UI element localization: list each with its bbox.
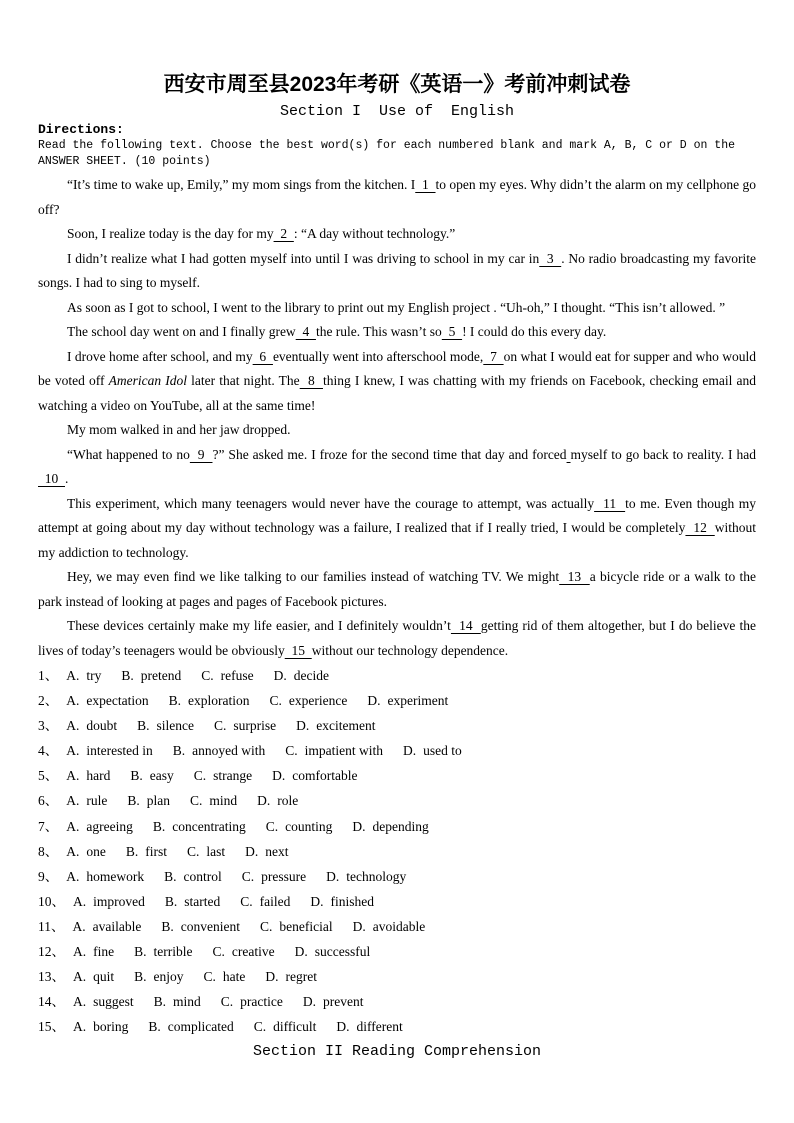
option-letter: D. [272, 768, 286, 784]
question-row [38, 788, 756, 813]
passage-paragraph [38, 443, 756, 492]
option-letter: D. [352, 918, 366, 934]
question-number: 11、 [38, 918, 65, 934]
passage-text: Soon, I realize today is the day for my [67, 226, 274, 241]
option-text: expectation [86, 693, 149, 709]
option-letter: C. [259, 918, 273, 934]
question-row [38, 738, 756, 763]
answer-option [187, 844, 225, 859]
passage-paragraph [38, 614, 756, 663]
answer-option [127, 793, 170, 808]
answer-option [260, 919, 333, 934]
option-text: used to [423, 743, 462, 759]
answer-option [221, 994, 283, 1009]
passage-text: Hey, we may even find we like talking to our families instead of watching TV. We might [67, 569, 560, 584]
option-letter: D. [245, 843, 259, 859]
option-text: interested in [86, 743, 153, 759]
option-text: exploration [188, 693, 250, 709]
answer-option [352, 819, 428, 834]
option-letter: A. [73, 994, 87, 1010]
option-letter: D. [302, 994, 317, 1010]
answer-option [274, 668, 329, 683]
option-text: excitement [316, 718, 376, 734]
passage-text: without my addiction to technology. [38, 520, 756, 560]
answer-option [194, 768, 252, 783]
question-number: 12、 [38, 944, 65, 960]
option-letter: B. [148, 1019, 161, 1035]
option-letter: D. [294, 944, 308, 960]
passage-text: ! I could do this every day. [462, 324, 607, 339]
passage-text: I didn’t realize what I had gotten myself into until I was driving to school in my car in [67, 250, 540, 266]
option-text: prevent [323, 994, 364, 1010]
answer-option [73, 994, 134, 1009]
answer-option [295, 944, 371, 959]
passage-paragraph [38, 247, 756, 296]
answer-option [73, 1019, 128, 1034]
option-letter: A. [66, 818, 80, 834]
option-text: avoidable [372, 918, 426, 934]
answer-option [66, 693, 148, 708]
option-letter: A. [73, 969, 87, 985]
cloze-blank-10: 10 [38, 471, 65, 486]
passage-text: later that night. The [187, 373, 300, 388]
passage-paragraph [38, 418, 756, 443]
question-number: 5、 [38, 768, 59, 784]
question-number: 14、 [38, 994, 65, 1010]
answer-option [257, 793, 298, 808]
cloze-blank-8: 8 [299, 373, 323, 388]
passage-text: My mom walked in and her jaw dropped. [67, 422, 291, 437]
option-letter: B. [121, 668, 134, 683]
option-letter: A. [66, 668, 80, 683]
option-letter: D. [403, 743, 417, 759]
option-text: control [183, 868, 222, 884]
option-text: failed [259, 893, 291, 909]
option-text: surprise [233, 718, 277, 734]
answer-option [254, 1019, 317, 1034]
answer-option [137, 718, 194, 733]
option-letter: B. [168, 693, 181, 709]
passage-paragraph [38, 320, 756, 345]
option-text: easy [149, 768, 174, 784]
option-text: role [277, 793, 299, 809]
answer-option [336, 1019, 402, 1034]
option-text: mind [209, 793, 238, 809]
option-letter: D. [257, 793, 271, 809]
question-row [38, 939, 756, 964]
cloze-blank-4: 4 [295, 324, 316, 339]
cloze-blank-11: 11 [594, 495, 626, 511]
option-text: try [86, 668, 102, 683]
passage-text: getting rid of them altogether, but I do believe the lives of today’s teenagers would be obviously [38, 618, 756, 658]
cloze-blank-9: 9 [189, 446, 213, 462]
passage-text: without our technology dependence. [311, 642, 509, 658]
option-letter: B. [137, 718, 150, 734]
option-letter: B. [152, 818, 166, 834]
answer-option [121, 668, 181, 683]
option-letter: C. [214, 718, 227, 734]
passage-text: a bicycle ride or a walk to the park instead of looking at pages and pages of Facebook pictures. [38, 569, 756, 609]
answer-option [296, 718, 375, 733]
option-letter: B. [127, 793, 140, 809]
option-letter: C. [187, 843, 200, 859]
question-number: 4、 [38, 743, 59, 759]
option-text: boring [93, 1019, 129, 1035]
passage-paragraph [38, 222, 756, 247]
option-letter: C. [190, 793, 203, 809]
option-text: pressure [261, 868, 307, 884]
option-letter: D. [326, 868, 340, 884]
answer-option [367, 693, 448, 708]
option-letter: C. [220, 994, 234, 1010]
option-letter: C. [201, 668, 214, 683]
directions-text: Read the following text. Choose the best word(s) for each numbered blank and mark A, B, C or D on the ANSWER SHEET. (10 points) [38, 139, 736, 168]
option-text: technology [346, 868, 407, 884]
option-letter: A. [66, 768, 80, 784]
answer-option [269, 693, 347, 708]
answer-option [173, 743, 266, 758]
passage-paragraph [38, 345, 756, 419]
option-letter: A. [66, 718, 80, 734]
answer-option [73, 919, 142, 934]
answer-option [66, 819, 133, 834]
question-row [38, 1014, 756, 1039]
cloze-blank-14: 14 [450, 618, 481, 633]
passage-text: The school day went on and I finally grew [67, 324, 296, 339]
option-text: complicated [167, 1019, 234, 1035]
answer-option [403, 743, 462, 758]
option-letter: B. [134, 944, 147, 960]
option-text: next [265, 843, 289, 859]
passage-text: . [65, 471, 69, 486]
option-text: plan [146, 793, 171, 809]
option-letter: B. [172, 743, 186, 759]
option-letter: D. [296, 718, 310, 734]
option-text: pretend [140, 668, 182, 683]
option-letter: B. [164, 868, 177, 884]
question-row [38, 763, 756, 788]
cloze-blank-1: 1 [415, 177, 436, 192]
option-letter: C. [253, 1019, 267, 1035]
section1-heading: Section I Use of English [279, 103, 515, 120]
answer-option [213, 944, 275, 959]
question-number: 7、 [38, 818, 59, 834]
option-letter: A. [66, 793, 80, 809]
answer-option [73, 894, 145, 909]
question-number: 9、 [38, 868, 59, 884]
option-letter: B. [164, 893, 178, 909]
answer-option [153, 819, 246, 834]
option-text: concentrating [172, 818, 246, 834]
section2-heading: Section II Reading Comprehension [252, 1043, 542, 1061]
question-row [38, 663, 756, 688]
option-text: suggest [93, 994, 134, 1010]
option-text: hard [86, 768, 111, 784]
option-letter: C. [193, 768, 207, 784]
option-text: practice [240, 994, 283, 1010]
answer-option [164, 869, 222, 884]
option-text: terrible [153, 944, 193, 960]
option-text: different [356, 1019, 403, 1035]
answer-option [242, 869, 306, 884]
option-text: finished [330, 893, 375, 909]
answer-option [214, 718, 276, 733]
answer-option [66, 718, 117, 733]
answer-option [148, 1019, 233, 1034]
option-letter: C. [240, 893, 253, 909]
cloze-blank-13: 13 [559, 569, 590, 584]
option-text: comfortable [292, 768, 358, 784]
answer-option [310, 894, 374, 909]
answer-option [353, 919, 426, 934]
option-text: available [92, 918, 142, 934]
option-letter: B. [130, 768, 143, 784]
answer-option [204, 969, 246, 984]
option-text: convenient [180, 918, 240, 934]
option-letter: C. [212, 944, 225, 960]
option-letter: D. [352, 818, 366, 834]
option-letter: D. [367, 693, 381, 709]
option-text: depending [372, 818, 429, 834]
answer-option [154, 994, 201, 1009]
option-text: strange [213, 768, 253, 784]
option-letter: C. [269, 693, 282, 709]
option-letter: A. [73, 893, 87, 909]
passage-text: myself to go back to reality. I had [570, 446, 757, 462]
option-letter: C. [265, 818, 279, 834]
passage-text: to open my eyes. Why didn’t the alarm on my cellphone go off? [38, 177, 757, 217]
cloze-blank-6: 6 [252, 348, 273, 364]
italic-text: American Idol [108, 373, 188, 388]
option-letter: D. [336, 1019, 350, 1035]
question-row [38, 814, 756, 839]
passage-text: As soon as I got to school, I went to the library to print out my English project . “Uh-oh,” I thought. “This isn’t allowed. ” [67, 299, 726, 315]
question-number: 15、 [38, 1019, 65, 1035]
question-number: 1、 [38, 668, 59, 683]
passage-text: : “A day without technology.” [293, 226, 456, 241]
answer-option [266, 819, 333, 834]
answer-option [66, 869, 144, 884]
cloze-blank-7: 7 [483, 348, 504, 364]
option-text: mind [173, 994, 201, 1010]
answer-option [285, 743, 383, 758]
passage-text: These devices certainly make my life easier, and I definitely wouldn’t [67, 618, 451, 633]
passage-text: This experiment, which many teenagers would never have the courage to attempt, was actually [67, 495, 595, 511]
answer-option [134, 969, 183, 984]
answer-option [326, 869, 406, 884]
answer-option [134, 944, 192, 959]
option-text: counting [285, 818, 333, 834]
cloze-blank-2: 2 [273, 226, 294, 241]
question-number: 8、 [38, 843, 59, 859]
answer-option [66, 668, 101, 683]
question-row [38, 889, 756, 914]
answer-option [66, 768, 110, 783]
option-letter: A. [66, 843, 80, 859]
option-text: difficult [273, 1019, 317, 1035]
option-text: successful [314, 944, 371, 960]
passage-text: eventually went into afterschool mode, [272, 348, 484, 364]
option-letter: D. [265, 969, 279, 985]
passage-paragraph [38, 492, 756, 566]
answer-option [265, 969, 317, 984]
option-letter: B. [134, 969, 147, 985]
option-text: homework [86, 868, 145, 884]
cloze-blank-12: 12 [685, 520, 715, 535]
option-letter: C. [203, 969, 216, 985]
option-letter: B. [125, 843, 139, 859]
answer-option [169, 693, 250, 708]
page-title: 西安市周至县2023年考研《英语一》考前冲刺试卷 [163, 73, 631, 96]
cloze-passage [38, 173, 756, 663]
passage-text: . No radio broadcasting my favorite songs. I had to sing to myself. [38, 250, 756, 290]
answer-option [190, 793, 237, 808]
answer-option [240, 894, 290, 909]
option-text: doubt [86, 718, 118, 734]
option-letter: A. [73, 1019, 87, 1035]
question-row [38, 864, 756, 889]
option-text: silence [156, 718, 195, 734]
answer-option [165, 894, 220, 909]
option-letter: A. [66, 743, 80, 759]
answer-option [66, 743, 152, 758]
answer-option [66, 844, 106, 859]
answer-option [73, 944, 114, 959]
option-letter: A. [66, 693, 80, 709]
option-letter: D. [273, 668, 287, 683]
passage-text: thing I knew, I was chatting with my friends on Facebook, checking email and watching a video on YouTube, all at the same time! [38, 373, 757, 413]
option-text: regret [285, 969, 318, 985]
passage-text: “What happened to no [67, 446, 190, 462]
option-text: impatient with [304, 743, 384, 759]
option-letter: C. [285, 743, 298, 759]
question-row [38, 713, 756, 738]
question-row [38, 964, 756, 989]
question-number: 2、 [38, 693, 59, 709]
question-number: 13、 [38, 969, 65, 985]
option-letter: A. [72, 918, 86, 934]
option-text: creative [231, 944, 275, 960]
option-letter: A. [66, 868, 80, 884]
answer-option [126, 844, 167, 859]
option-letter: A. [73, 944, 87, 960]
question-number: 10、 [38, 893, 65, 909]
answer-option [130, 768, 173, 783]
passage-text: the rule. This wasn’t so [315, 324, 442, 339]
question-row [38, 839, 756, 864]
option-letter: B. [161, 918, 174, 934]
option-text: improved [93, 893, 145, 909]
passage-paragraph [38, 565, 756, 614]
option-text: experiment [387, 693, 449, 709]
cloze-blank-3: 3 [539, 250, 562, 266]
passage-text: “It’s time to wake up, Emily,” my mom sings from the kitchen. I [67, 177, 416, 192]
answer-option [272, 768, 357, 783]
option-text: last [206, 843, 226, 859]
passage-paragraph [38, 173, 756, 222]
question-number: 6、 [38, 793, 59, 809]
answer-option [245, 844, 288, 859]
option-letter: B. [153, 994, 167, 1010]
option-text: first [145, 843, 168, 859]
question-row [38, 688, 756, 713]
question-row [38, 989, 756, 1014]
passage-paragraph [38, 296, 756, 321]
answer-option [201, 668, 253, 683]
option-text: rule [86, 793, 108, 809]
option-text: fine [93, 944, 115, 960]
passage-text: on what I would eat for supper and who would be voted off [38, 348, 757, 388]
option-text: beneficial [279, 918, 333, 934]
option-letter: C. [241, 868, 255, 884]
option-text: quit [93, 969, 115, 985]
option-text: annoyed with [192, 743, 266, 759]
answer-option [303, 994, 364, 1009]
option-text: decide [293, 668, 329, 683]
passage-text: to me. Even though my attempt at going about my day without technology was a failure, I realized that if I really tried, I would be completely [38, 495, 756, 535]
option-text: hate [222, 969, 246, 985]
option-text: one [86, 843, 106, 859]
question-row [38, 914, 756, 939]
option-letter: D. [310, 893, 324, 909]
answer-option [161, 919, 240, 934]
option-text: agreeing [86, 818, 133, 834]
answer-option [73, 969, 114, 984]
directions-label: Directions: [38, 122, 124, 137]
question-list [38, 663, 756, 1039]
answer-option [66, 793, 107, 808]
option-text: enjoy [153, 969, 184, 985]
cloze-blank-5: 5 [441, 324, 463, 339]
question-number: 3、 [38, 718, 59, 734]
option-text: started [184, 893, 221, 909]
option-text: refuse [220, 668, 254, 683]
cloze-blank-15: 15 [284, 642, 312, 658]
option-text: experience [288, 693, 348, 709]
passage-text: I drove home after school, and my [67, 348, 253, 364]
passage-text: ?” She asked me. I froze for the second time that day and forced [212, 446, 567, 462]
